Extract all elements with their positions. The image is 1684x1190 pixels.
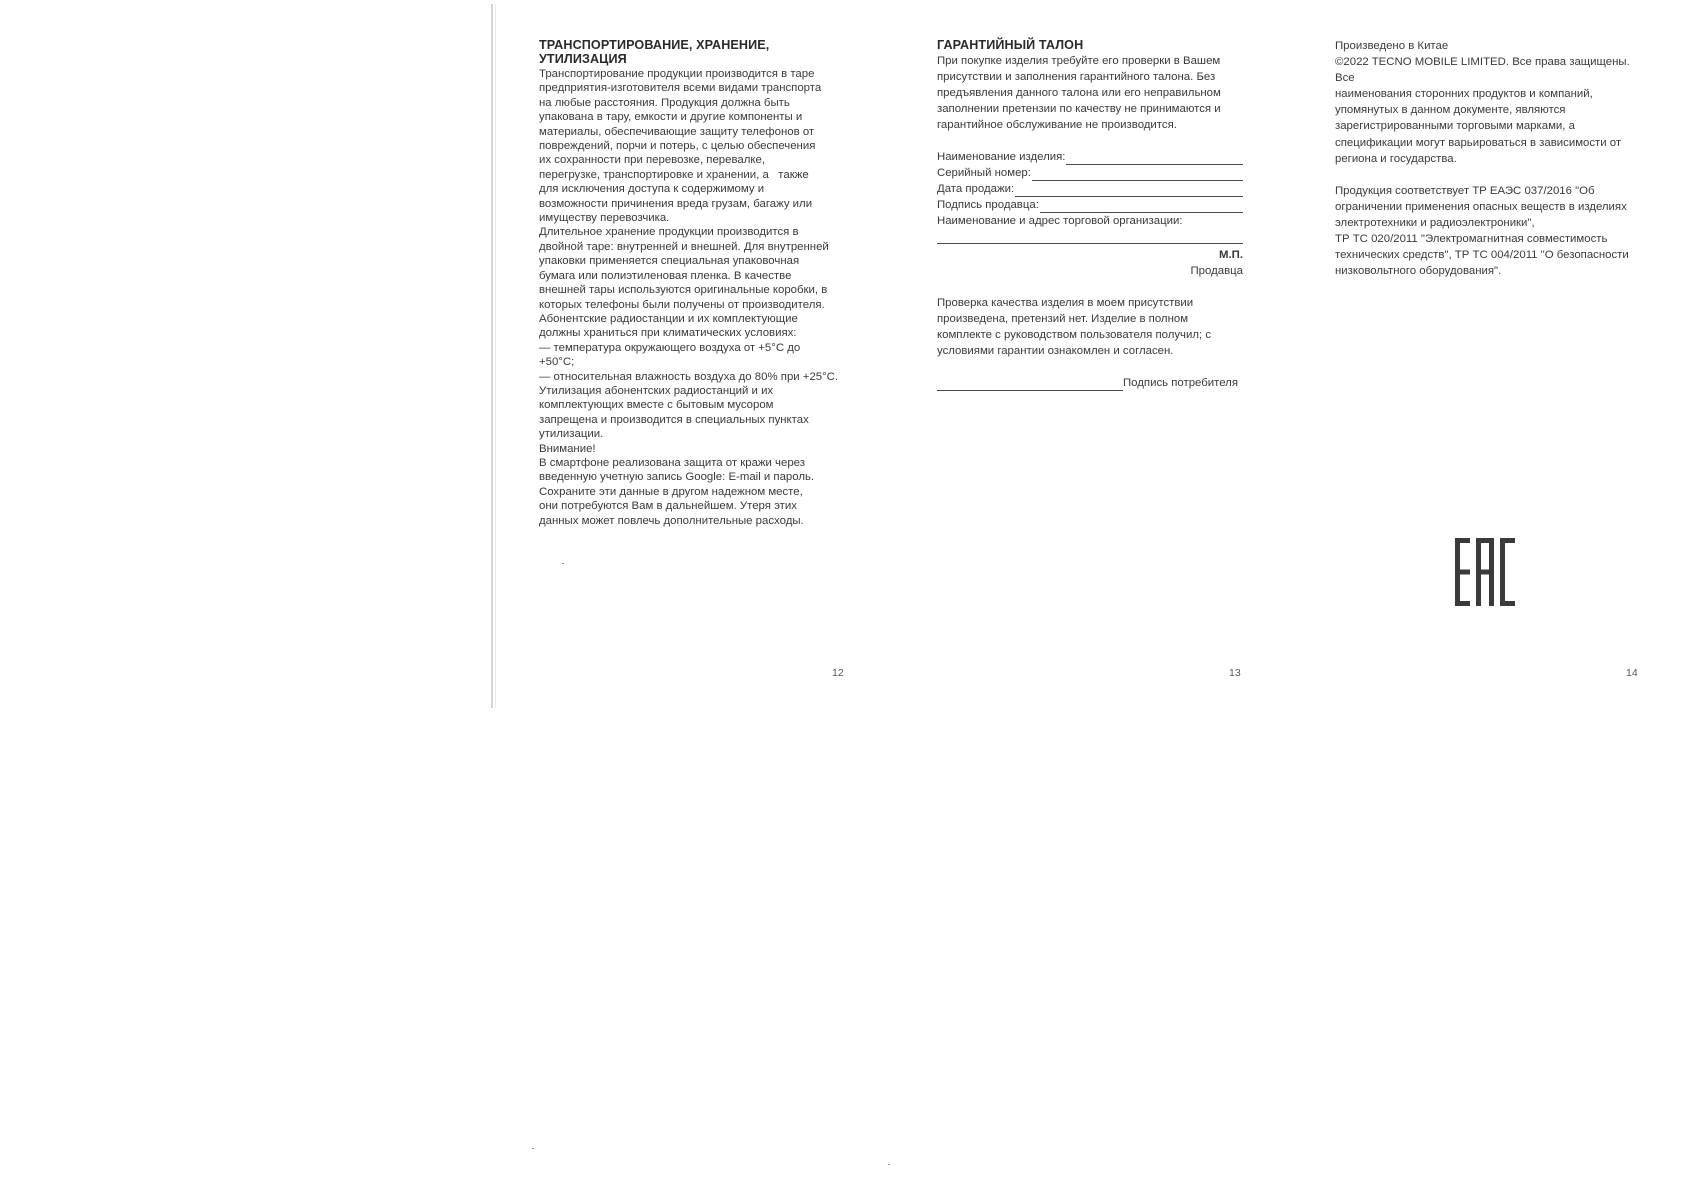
text-line: предъявления данного талона или его неправильном bbox=[937, 87, 1221, 99]
text-line: упаковки применяется специальная упаковочная bbox=[539, 255, 800, 268]
text-line: комплектующих вместе с бытовым мусором bbox=[539, 399, 774, 412]
text-line: материалы, обеспечивающие защиту телефонов от bbox=[539, 125, 815, 138]
text-line: — относительная влажность воздуха до 80% при +25°C. bbox=[539, 370, 839, 383]
eac-logo bbox=[1455, 538, 1515, 606]
product-name-line[interactable] bbox=[1066, 153, 1243, 165]
text-line: предприятия-изготовителя всеми видами транспорта bbox=[539, 82, 822, 95]
text-line: заполнении претензии по качеству не принимаются и bbox=[937, 103, 1221, 115]
page-14 bbox=[1335, 38, 1645, 279]
sale-date-field[interactable] bbox=[937, 181, 1243, 197]
text-line: имуществу перевозчика. bbox=[539, 212, 670, 225]
text-line: региона и государства. bbox=[1335, 152, 1457, 165]
text-line: Проверка качества изделия в моем присутствии bbox=[937, 297, 1194, 309]
consumer-signature-label: Подпись потребителя bbox=[1123, 377, 1239, 389]
seller-signature-field[interactable] bbox=[937, 197, 1243, 213]
text-line: электротехники и радиоэлектроники", bbox=[1335, 216, 1535, 229]
text-line: комплекте с руководством пользователя получил; с bbox=[937, 329, 1212, 341]
text-line: которых телефоны были получены от производителя. bbox=[539, 298, 825, 311]
product-name-label: Наименование изделия: bbox=[937, 151, 1066, 163]
text-line: их сохранности при перевозке, перевалке, bbox=[539, 154, 765, 167]
text-line: низковольтного оборудования". bbox=[1335, 265, 1502, 278]
page-number: 13 bbox=[1229, 667, 1241, 679]
text-line: условиями гарантии ознакомлен и согласен. bbox=[937, 345, 1174, 357]
stamp-label: М.П. bbox=[1218, 249, 1243, 261]
text-line: перегрузке, транспортировке и хранении, а также bbox=[539, 168, 809, 181]
section-heading-warranty: ГАРАНТИЙНЫЙ ТАЛОН bbox=[937, 38, 1084, 52]
sale-date-label: Дата продажи: bbox=[937, 183, 1015, 195]
text-line: +50°C; bbox=[539, 356, 575, 369]
transport-storage-text bbox=[539, 67, 845, 528]
text-line: наименования сторонних продуктов и компаний, bbox=[1335, 88, 1593, 101]
text-line: Длительное хранение продукции производится в bbox=[539, 226, 799, 239]
page-13 bbox=[937, 38, 1243, 391]
warranty-intro bbox=[937, 53, 1243, 133]
text-line: запрещена и производится в специальных пунктах bbox=[539, 413, 809, 426]
text-line: — температура окружающего воздуха от +5°C до bbox=[539, 341, 801, 354]
text-line: упакована в тару, емкости и другие компоненты и bbox=[539, 111, 803, 124]
text-line: гарантийное обслуживание не производится. bbox=[937, 119, 1177, 131]
text-line: данных может повлечь дополнительные расходы. bbox=[539, 514, 804, 527]
text-line: Продукция соответствует ТР ЕАЭС 037/2016 "Об bbox=[1335, 184, 1595, 197]
text-line: утилизации. bbox=[539, 428, 604, 441]
quality-check-text bbox=[937, 295, 1243, 359]
text-line: должны храниться при климатических условиях: bbox=[539, 327, 797, 340]
serial-number-field[interactable] bbox=[937, 165, 1243, 181]
page-fold-line bbox=[495, 4, 496, 708]
text-line: Сохраните эти данные в другом надежном месте, bbox=[539, 485, 803, 498]
text-line: произведена, претензий нет. Изделие в полном bbox=[937, 313, 1189, 325]
text-line: зарегистрированными торговыми марками, а bbox=[1335, 120, 1575, 133]
store-field bbox=[937, 213, 1243, 229]
seller-signature-label: Подпись продавца: bbox=[937, 199, 1039, 211]
page-number: 14 bbox=[1626, 667, 1638, 679]
text-line: внешней тары используются оригинальные коробки, в bbox=[539, 284, 828, 297]
text-line: упомянутых в данном документе, являются bbox=[1335, 104, 1566, 117]
page-fold-shadow bbox=[491, 4, 493, 708]
serial-number-line[interactable] bbox=[1032, 169, 1243, 181]
text-line: на любые расстояния. Продукция должна быть bbox=[539, 96, 790, 109]
text-line: ограничении применения опасных веществ в изделиях bbox=[1335, 200, 1627, 213]
text-line: технических средств", ТР ТС 004/2011 "О безопасности bbox=[1335, 249, 1629, 262]
consumer-signature-field[interactable] bbox=[937, 375, 1243, 391]
manufacturer-text bbox=[1335, 38, 1645, 167]
page-number: 12 bbox=[832, 667, 844, 679]
text-line: бумага или полиэтиленовая пленка. В качестве bbox=[539, 269, 792, 282]
stamp-caption: Продавца bbox=[1190, 265, 1243, 277]
seller-signature-line[interactable] bbox=[1040, 201, 1243, 213]
text-line: двойной таре: внутренней и внешней. Для внутренней bbox=[539, 240, 829, 253]
compliance-text bbox=[1335, 183, 1645, 280]
text-line: Произведено в Китае bbox=[1335, 40, 1449, 52]
text-line: В смартфоне реализована защита от кражи через bbox=[539, 456, 805, 469]
text-line: Абонентские радиостанции и их комплектующие bbox=[539, 312, 798, 325]
text-line: присутствии и заполнения гарантийного талона. Без bbox=[937, 71, 1216, 83]
text-line: Транспортирование продукции производится в таре bbox=[539, 68, 815, 80]
text-line: ТР ТС 020/2011 "Электромагнитная совместимость bbox=[1335, 233, 1608, 246]
sale-date-line[interactable] bbox=[1015, 185, 1243, 197]
consumer-signature-line[interactable] bbox=[937, 379, 1123, 391]
scan-speck bbox=[532, 1148, 534, 1149]
text-line: они потребуются Вам в дальнейшем. Утеря этих bbox=[539, 500, 797, 513]
text-line: Внимание! bbox=[539, 442, 596, 455]
product-name-field[interactable] bbox=[937, 149, 1243, 165]
scan-speck bbox=[562, 563, 564, 564]
store-label: Наименование и адрес торговой организации: bbox=[937, 215, 1183, 227]
text-line: введенную учетную запись Google: E-mail и пароль. bbox=[539, 471, 815, 484]
text-line: ©2022 TECNO MOBILE LIMITED. Все права защищены. Все bbox=[1335, 56, 1630, 85]
section-heading-transport: ТРАНСПОРТИРОВАНИЕ, ХРАНЕНИЕ, УТИЛИЗАЦИЯ bbox=[539, 38, 770, 66]
text-line: повреждений, порчи и потерь, с целью обеспечения bbox=[539, 140, 816, 153]
text-line: спецификации могут варьироваться в зависимости от bbox=[1335, 136, 1622, 149]
page-12 bbox=[539, 38, 845, 528]
text-line: Утилизация абонентских радиостанций и их bbox=[539, 384, 774, 397]
scan-speck bbox=[888, 1164, 890, 1165]
text-line: При покупке изделия требуйте его проверки в Вашем bbox=[937, 55, 1221, 67]
text-line: для исключения доступа к содержимому и bbox=[539, 183, 765, 196]
store-line[interactable] bbox=[937, 229, 1243, 244]
serial-number-label: Серийный номер: bbox=[937, 167, 1031, 179]
text-line: возможности причинения вреда грузам, багажу или bbox=[539, 197, 813, 210]
